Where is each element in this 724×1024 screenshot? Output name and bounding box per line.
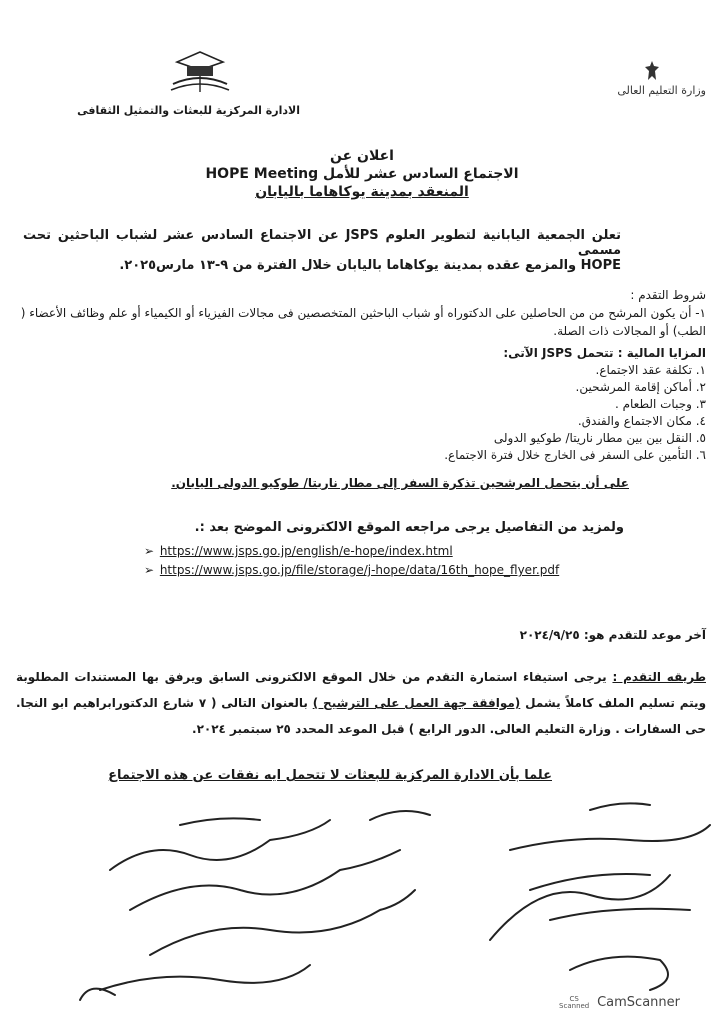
method-text-2: بالعنوان التالى ( ٧ شارع الدكتورابراهيم ابو النجا. حى السفارات . وزارة التعليم العالى. الدور الرابع ) قبل الموعد المحدد ٢٥ سبتمبر ٢٠٢٤. — [16, 696, 706, 736]
meeting-location-text: المنعقد بمدينة يوكاهاما باليابان — [255, 184, 469, 200]
list-item — [144, 542, 559, 561]
method-label: طريقه التقدم : — [612, 670, 706, 684]
travel-note: على أن يتحمل المرشحين تذكرة السفر إلى مطار ناريتا/ طوكيو الدولى اليابان. — [171, 476, 629, 490]
deadline: آخر موعد للتقدم هو: ٢٠٢٤/٩/٢٥ — [519, 628, 706, 642]
list-item — [144, 561, 559, 580]
university-emblem-icon — [165, 48, 235, 98]
method-approval: (موافقة جهة العمل على الترشيح ) — [312, 696, 521, 710]
final-note: علما بأن الادارة المركزية للبعثات لا تتحمل ايه نفقات عن هذه الاجتماع — [108, 768, 552, 783]
meeting-location — [0, 184, 724, 200]
org-name: الادارة المركزية للبعثات والتمثيل الثقافى — [77, 104, 300, 117]
list-item: ٥. النقل بين بين مطار ناريتا/ طوكيو الدولى — [493, 431, 706, 445]
links-list — [144, 542, 559, 580]
list-item: ٦. التأمين على السفر فى الخارج خلال فترة الاجتماع. — [444, 448, 706, 462]
intro-line-2: HOPE والمزمع عقده بمدينة يوكاهاما باليابان خلال الفترة من ٩-١٣ مارس٢٠٢٥. — [119, 258, 621, 273]
arrow-bullet-icon: ➢ — [144, 563, 155, 577]
org-header — [77, 48, 300, 117]
benefits-list — [444, 362, 706, 464]
conditions-title: شروط التقدم : — [630, 288, 706, 302]
list-item: ١. تكلفة عقد الاجتماع. — [595, 363, 706, 377]
arrow-bullet-icon: ➢ — [144, 544, 155, 558]
meeting-title: الاجتماع السادس عشر للأمل HOPE Meeting — [205, 166, 519, 182]
eagle-emblem-icon — [644, 60, 660, 82]
list-item: ٤. مكان الاجتماع والفندق. — [577, 414, 706, 428]
intro-line-1: تعلن الجمعية اليابانية لتطوير العلوم JSPS عن الاجتماع السادس عشر لشباب الباحثين تحت مسمى — [23, 228, 622, 258]
ministry-note: وزارة التعليم العالى — [617, 84, 706, 97]
method-text-1: يرجى استيفاء استمارة التقدم من خلال الموقع الالكترونى السابق ويرفق بها المستندات المطلوبة ويتم تسليم الملف كاملاً يشمل — [16, 670, 707, 710]
hope-index-link[interactable]: https://www.jsps.go.jp/english/e-hope/index.html — [159, 544, 453, 558]
handwritten-annotations — [70, 780, 724, 1010]
hope-flyer-link[interactable]: https://www.jsps.go.jp/file/storage/j-hope/data/16th_hope_flyer.pdf — [159, 563, 560, 577]
camscanner-logo: CS Scanned — [559, 994, 590, 1010]
announcement-title: اعلان عن — [330, 148, 394, 164]
benefits-title: المزايا المالية : تتحمل JSPS الآتى: — [503, 346, 706, 360]
camscanner-label: CamScanner — [597, 995, 680, 1010]
list-item: ٢. أماكن إقامة المرشحين. — [575, 380, 706, 394]
application-method — [16, 664, 706, 742]
more-info: ولمزيد من التفاصيل يرجى مراجعه الموقع الالكترونى الموضح بعد :. — [194, 520, 624, 535]
condition-item: ١- أن يكون المرشح من من الحاصلين على الدكتوراه أو شباب الباحثين المتخصصين فى مجالات الفيزياء أو الكيمياء أو علم وظائف الأعضاء ( الطب) أو المجالات ذات الصلة. — [20, 306, 706, 338]
list-item: ٣. وجبات الطعام . — [614, 397, 706, 411]
scanner-watermark — [559, 995, 680, 1010]
